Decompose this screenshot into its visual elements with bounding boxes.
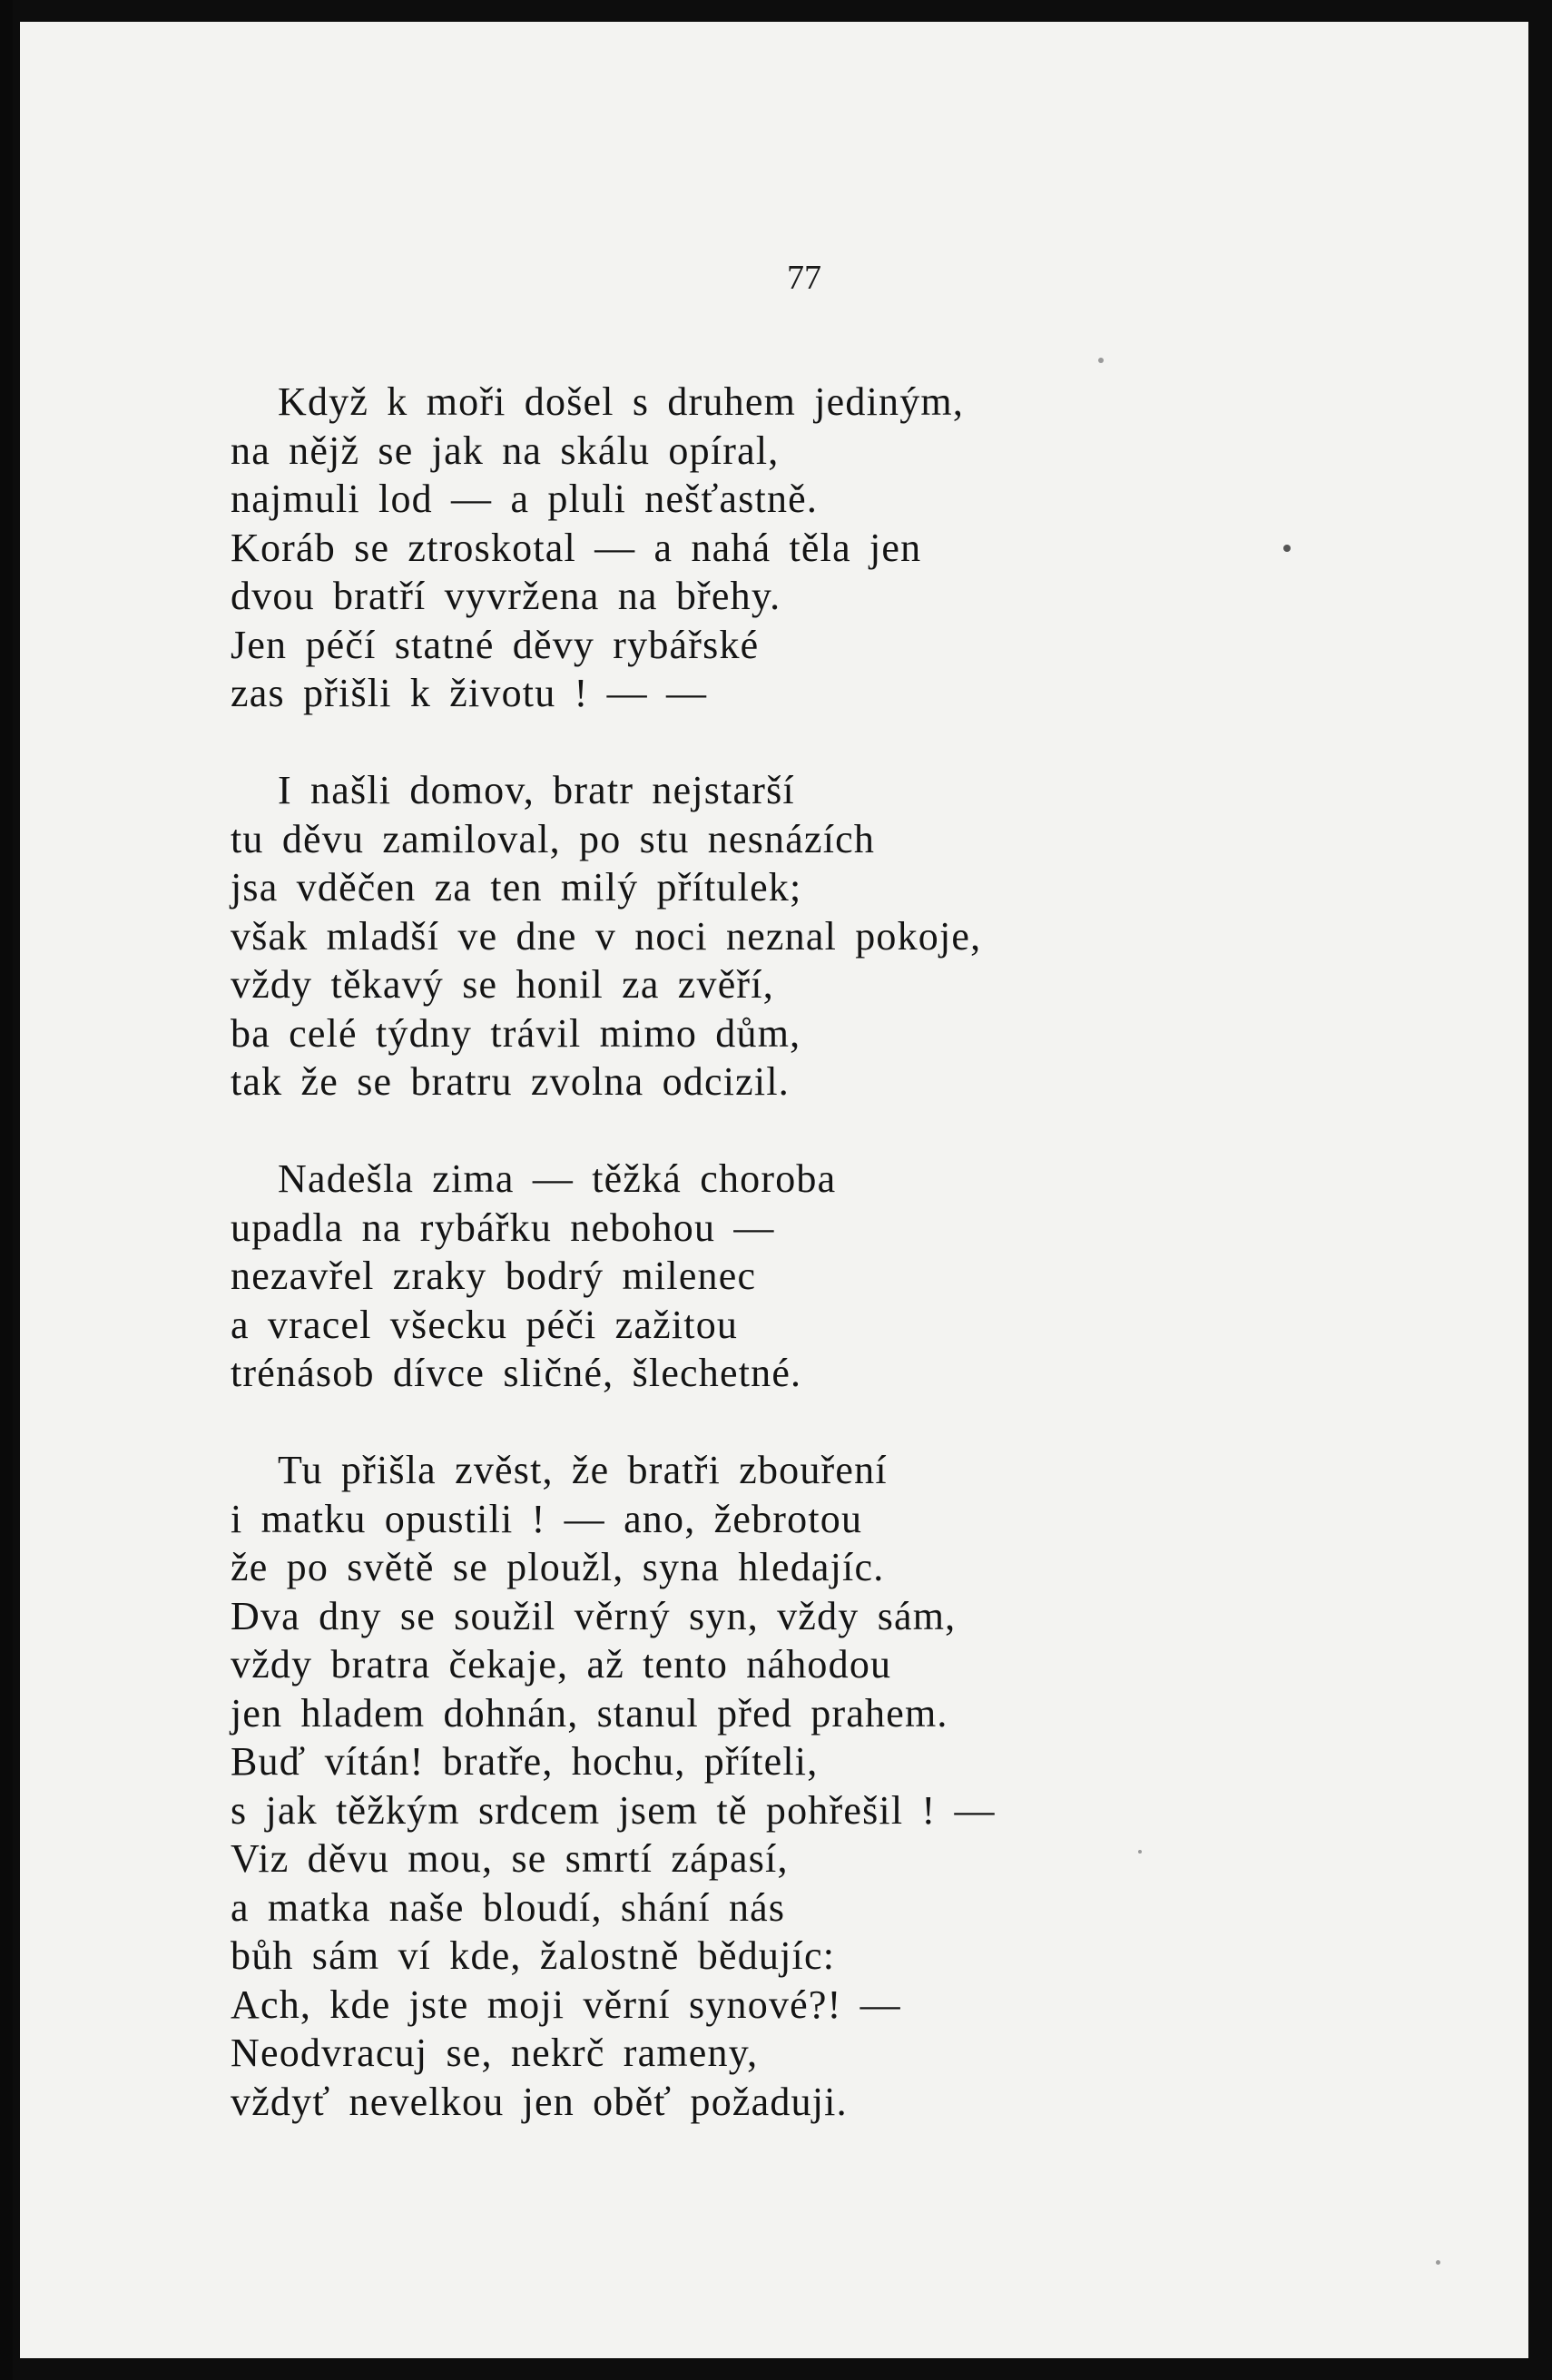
poem-line: Dva dny se soužil věrný syn, vždy sám,: [231, 1593, 957, 1638]
poem-line: dvou bratří vyvržena na břehy.: [231, 574, 781, 618]
stanza-4: [231, 1446, 1193, 2126]
paper-speck: [1436, 2260, 1440, 2265]
poem-line: jsa vděčen za ten milý přítulek;: [231, 865, 802, 910]
poem-line: Nadešla zima — těžká choroba: [278, 1156, 837, 1201]
poem-line: trénásob dívce sličné, šlechetné.: [231, 1351, 802, 1395]
book-page: [20, 22, 1528, 2358]
scan-left-edge: [0, 0, 13, 2380]
poem-line: Viz děvu mou, se smrtí zápasí,: [231, 1836, 789, 1881]
poem-line: Tu přišla zvěst, že bratři zbouření: [278, 1448, 888, 1492]
poem-line: tu děvu zamiloval, po stu nesnázích: [231, 816, 876, 861]
stanza-3: [231, 1155, 1193, 1398]
paper-speck: [1138, 1850, 1142, 1854]
poem: [231, 378, 1193, 2175]
paper-speck: [1098, 358, 1104, 363]
poem-line: však mladší ve dne v noci neznal pokoje,: [231, 913, 982, 959]
poem-line: vždy bratra čekaje, až tento náhodou: [231, 1642, 892, 1687]
poem-line: Ach, kde jste moji věrní synové?! —: [231, 1982, 901, 2027]
poem-line: a matka naše bloudí, shání nás: [231, 1884, 786, 1930]
poem-line: tak že se bratru zvolna odcizil.: [231, 1059, 790, 1104]
poem-line: s jak těžkým srdcem jsem tě pohřešil ! —: [231, 1787, 996, 1833]
poem-line: najmuli lod — a pluli nešťastně.: [231, 477, 819, 521]
poem-line: na nějž se jak na skálu opíral,: [231, 428, 780, 473]
poem-line: Když k moři došel s druhem jediným,: [278, 379, 965, 424]
poem-line: zas přišli k životu ! — —: [231, 671, 708, 715]
poem-line: že po světě se ploužl, syna hledajíc.: [231, 1545, 885, 1589]
poem-line: Koráb se ztroskotal — a nahá těla jen: [231, 525, 922, 570]
paper-speck: [1283, 545, 1291, 552]
poem-line: i matku opustili ! — ano, žebrotou: [231, 1496, 863, 1541]
stanza-2: [231, 766, 1193, 1106]
poem-line: Buď vítán! bratře, hochu, příteli,: [231, 1739, 819, 1784]
poem-line: vždyť nevelkou jen oběť požaduji.: [231, 2079, 848, 2124]
stanza-1: [231, 378, 1193, 718]
poem-line: I našli domov, bratr nejstarší: [278, 768, 795, 812]
poem-line: nezavřel zraky bodrý milenec: [231, 1254, 757, 1298]
page-number: 77: [787, 259, 821, 297]
poem-line: bůh sám ví kde, žalostně bědujíc:: [231, 1933, 836, 1978]
poem-line: ba celé týdny trávil mimo dům,: [231, 1010, 801, 1056]
poem-line: a vracel všecku péči zažitou: [231, 1302, 739, 1347]
poem-line: Jen péčí statné děvy rybářské: [231, 622, 760, 667]
poem-line: Neodvracuj se, nekrč rameny,: [231, 2031, 759, 2075]
poem-line: jen hladem dohnán, stanul před prahem.: [231, 1690, 948, 1736]
poem-line: vždy těkavý se honil za zvěří,: [231, 962, 774, 1007]
poem-line: upadla na rybářku nebohou —: [231, 1205, 775, 1250]
